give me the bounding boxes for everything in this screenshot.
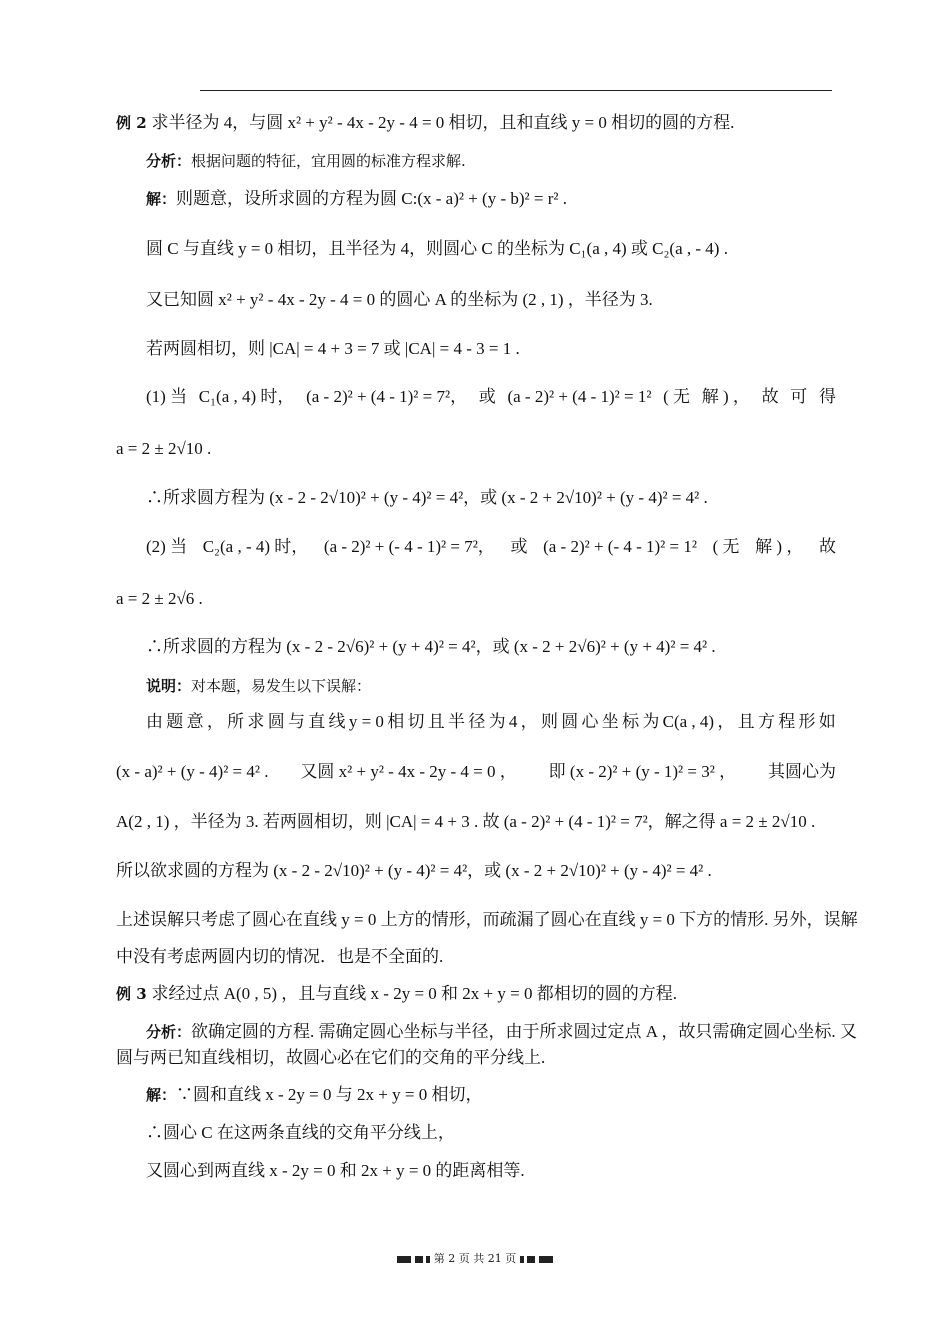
error-part: 即 (x - 2)² + (y - 1)² = 3² ， — [548, 762, 737, 781]
error-part: 求 — [247, 712, 265, 731]
case-1-part: 解 ) ， — [701, 387, 750, 406]
error-part: 方 — [757, 712, 775, 731]
error-part: ， — [520, 712, 538, 731]
case-1-result: a = 2 ± 2√10 . — [116, 439, 212, 458]
page-footer — [0, 1250, 950, 1266]
case-1-part: (1) 当 — [146, 387, 188, 406]
error-part: 由 — [146, 712, 163, 731]
example-3-solution-line-2: ∴圆心 C 在这两条直线的交角平分线上， — [146, 1123, 455, 1142]
error-line-3: A(2 , 1) ，半径为 3. 若两圆相切，则 |CA| = 4 + 3 . 故 (a - 2)² + (4 - 1)² = 7²，解之得 a = 2 ± 2√10 . — [116, 812, 816, 831]
error-part: ， — [206, 712, 224, 731]
solution-label: 解： — [146, 1086, 177, 1104]
case-2-part: (a - 2)² + (- 4 - 1)² = 1² — [543, 537, 697, 556]
case-2-part: 解 ) ， — [755, 537, 804, 556]
case-1-line — [146, 386, 836, 408]
error-part: 如 — [818, 712, 836, 731]
error-part: 且 — [737, 712, 755, 731]
error-part: 圆 — [561, 712, 579, 731]
example-3-problem: 求经过点 A(0 , 5) ，且与直线 x - 2y = 0 和 2x + y = 0 都相切的圆的方程. — [151, 984, 677, 1003]
case-2-part: 故 — [818, 537, 836, 556]
case-2-part: 或 — [510, 537, 528, 556]
footer-decoration — [527, 1256, 535, 1263]
error-part: 与 — [287, 712, 305, 731]
case-1-part: 得 — [818, 387, 836, 406]
example-2-title — [116, 112, 734, 134]
case-1-part: 或 — [478, 387, 496, 406]
error-part: 线 — [328, 712, 346, 731]
footer-decoration — [520, 1256, 524, 1263]
case-2-line — [146, 536, 836, 558]
error-part: C(a , 4) — [662, 712, 715, 731]
error-part: 径 — [468, 712, 486, 731]
error-part: 为 — [488, 712, 506, 731]
example-2-solution-line-4: 若两圆相切，则 |CA| = 4 + 3 = 7 或 |CA| = 4 - 3 = 1 . — [146, 339, 520, 358]
case-2-part: (a - 2)² + (- 4 - 1)² = 7²， — [323, 537, 495, 556]
analysis-text: 欲确定圆的方程. 需确定圆心坐标与半径，由于所求圆过定点 A ，故只需确定圆心坐标. 又 — [191, 1022, 857, 1041]
footer-decoration — [397, 1256, 411, 1263]
error-part: 其圆心为 — [768, 762, 836, 781]
error-part: 切 — [407, 712, 425, 731]
error-part: 心 — [581, 712, 599, 731]
error-part: ， — [717, 712, 735, 731]
error-part: 半 — [448, 712, 466, 731]
case-2-result: a = 2 ± 2√6 . — [116, 589, 203, 608]
case-2-part: (2) 当 — [146, 537, 188, 556]
footer-decoration — [539, 1256, 553, 1263]
example-2-solution-line-2: 圆 C 与直线 y = 0 相切，且半径为 4，则圆心 C 的坐标为 C₁(a , 4) 或 C₂(a , - 4) . — [146, 239, 728, 258]
error-part: 坐 — [601, 712, 619, 731]
example-2-problem: 求半径为 4，与圆 x² + y² - 4x - 2y - 4 = 0 相切，且和直线 y = 0 相切的圆的方程. — [151, 113, 735, 132]
footer-decoration — [426, 1256, 430, 1263]
error-part: 形 — [798, 712, 816, 731]
analysis-label: 分析： — [146, 152, 192, 170]
solution-text: 则题意，设所求圆的方程为圆 C:(x - a)² + (y - b)² = r² . — [176, 189, 567, 208]
conclusion-line-2: 中没有考虑两圆内切的情况．也是不全面的. — [116, 947, 444, 966]
error-part: 圆 — [267, 712, 285, 731]
example-2-analysis — [146, 150, 466, 172]
example-2-solution-line-3: 又已知圆 x² + y² - 4x - 2y - 4 = 0 的圆心 A 的坐标为 (2 , 1) ，半径为 3. — [146, 290, 653, 309]
case-1-part: (a - 2)² + (4 - 1)² = 7²， — [306, 387, 468, 406]
case-2-part: ( 无 — [712, 537, 740, 556]
note-text: 对本题，易发生以下误解： — [191, 677, 372, 695]
error-part: 意 — [186, 712, 204, 731]
error-part: 为 — [642, 712, 660, 731]
example-3-solution-line-1 — [146, 1084, 482, 1106]
error-part: 题 — [166, 712, 184, 731]
error-part: 则 — [540, 712, 558, 731]
case-1-equation: ∴所求圆方程为 (x - 2 - 2√10)² + (y - 4)² = 4²，或 (x - 2 + 2√10)² + (y - 4)² = 4² . — [146, 488, 708, 507]
solution-label: 解： — [146, 190, 177, 208]
error-line-4: 所以欲求圆的方程为 (x - 2 - 2√10)² + (y - 4)² = 4²，或 (x - 2 + 2√10)² + (y - 4)² = 4² . — [116, 861, 712, 880]
error-part: 且 — [427, 712, 445, 731]
conclusion-line-1: 上述误解只考虑了圆心在直线 y = 0 上方的情形，而疏漏了圆心在直线 y = 0 下方的情形. 另外，误解 — [116, 910, 858, 929]
example-3-label: 例 3 — [116, 985, 147, 1003]
error-line-1 — [146, 711, 836, 733]
footer-decoration — [415, 1256, 423, 1263]
case-1-part: 可 — [790, 387, 808, 406]
error-part: y = 0 — [348, 712, 384, 731]
error-part: 又圆 x² + y² - 4x - 2y - 4 = 0 ， — [300, 762, 517, 781]
note-line — [146, 675, 371, 697]
error-part: 所 — [227, 712, 245, 731]
page-number: 第 2 页 共 21 页 — [433, 1252, 517, 1265]
case-1-part: ( 无 — [663, 387, 691, 406]
case-2-part: C₂(a , - 4) 时， — [202, 537, 309, 556]
analysis-text: 根据问题的特征，宜用圆的标准方程求解. — [191, 152, 466, 170]
error-line-2 — [116, 761, 836, 783]
error-part: 4 — [508, 712, 518, 731]
header-rule — [200, 90, 832, 91]
case-2-equation: ∴所求圆的方程为 (x - 2 - 2√6)² + (y + 4)² = 4²，或 (x - 2 + 2√6)² + (y + 4)² = 4² . — [146, 637, 716, 656]
analysis-label: 分析： — [146, 1023, 192, 1041]
example-3-solution-line-3: 又圆心到两直线 x - 2y = 0 和 2x + y = 0 的距离相等. — [146, 1161, 525, 1180]
example-2-label: 例 2 — [116, 114, 147, 132]
error-part: 标 — [622, 712, 640, 731]
error-part: (x - a)² + (y - 4)² = 4² . — [116, 762, 269, 781]
example-2-solution-line-1 — [146, 188, 567, 210]
error-part: 直 — [308, 712, 326, 731]
note-label: 说明： — [146, 677, 192, 695]
case-1-part: C₁(a , 4) 时， — [198, 387, 295, 406]
example-3-title — [116, 983, 677, 1005]
example-3-analysis-line-2: 圆与两已知直线相切，故圆心必在它们的交角的平分线上. — [116, 1048, 546, 1067]
error-part: 相 — [387, 712, 405, 731]
case-1-part: 故 — [761, 387, 779, 406]
case-1-part: (a - 2)² + (4 - 1)² = 1² — [507, 387, 652, 406]
error-part: 程 — [778, 712, 796, 731]
solution-text: ∵圆和直线 x - 2y = 0 与 2x + y = 0 相切， — [176, 1085, 483, 1104]
example-3-analysis-line-1 — [146, 1021, 857, 1043]
